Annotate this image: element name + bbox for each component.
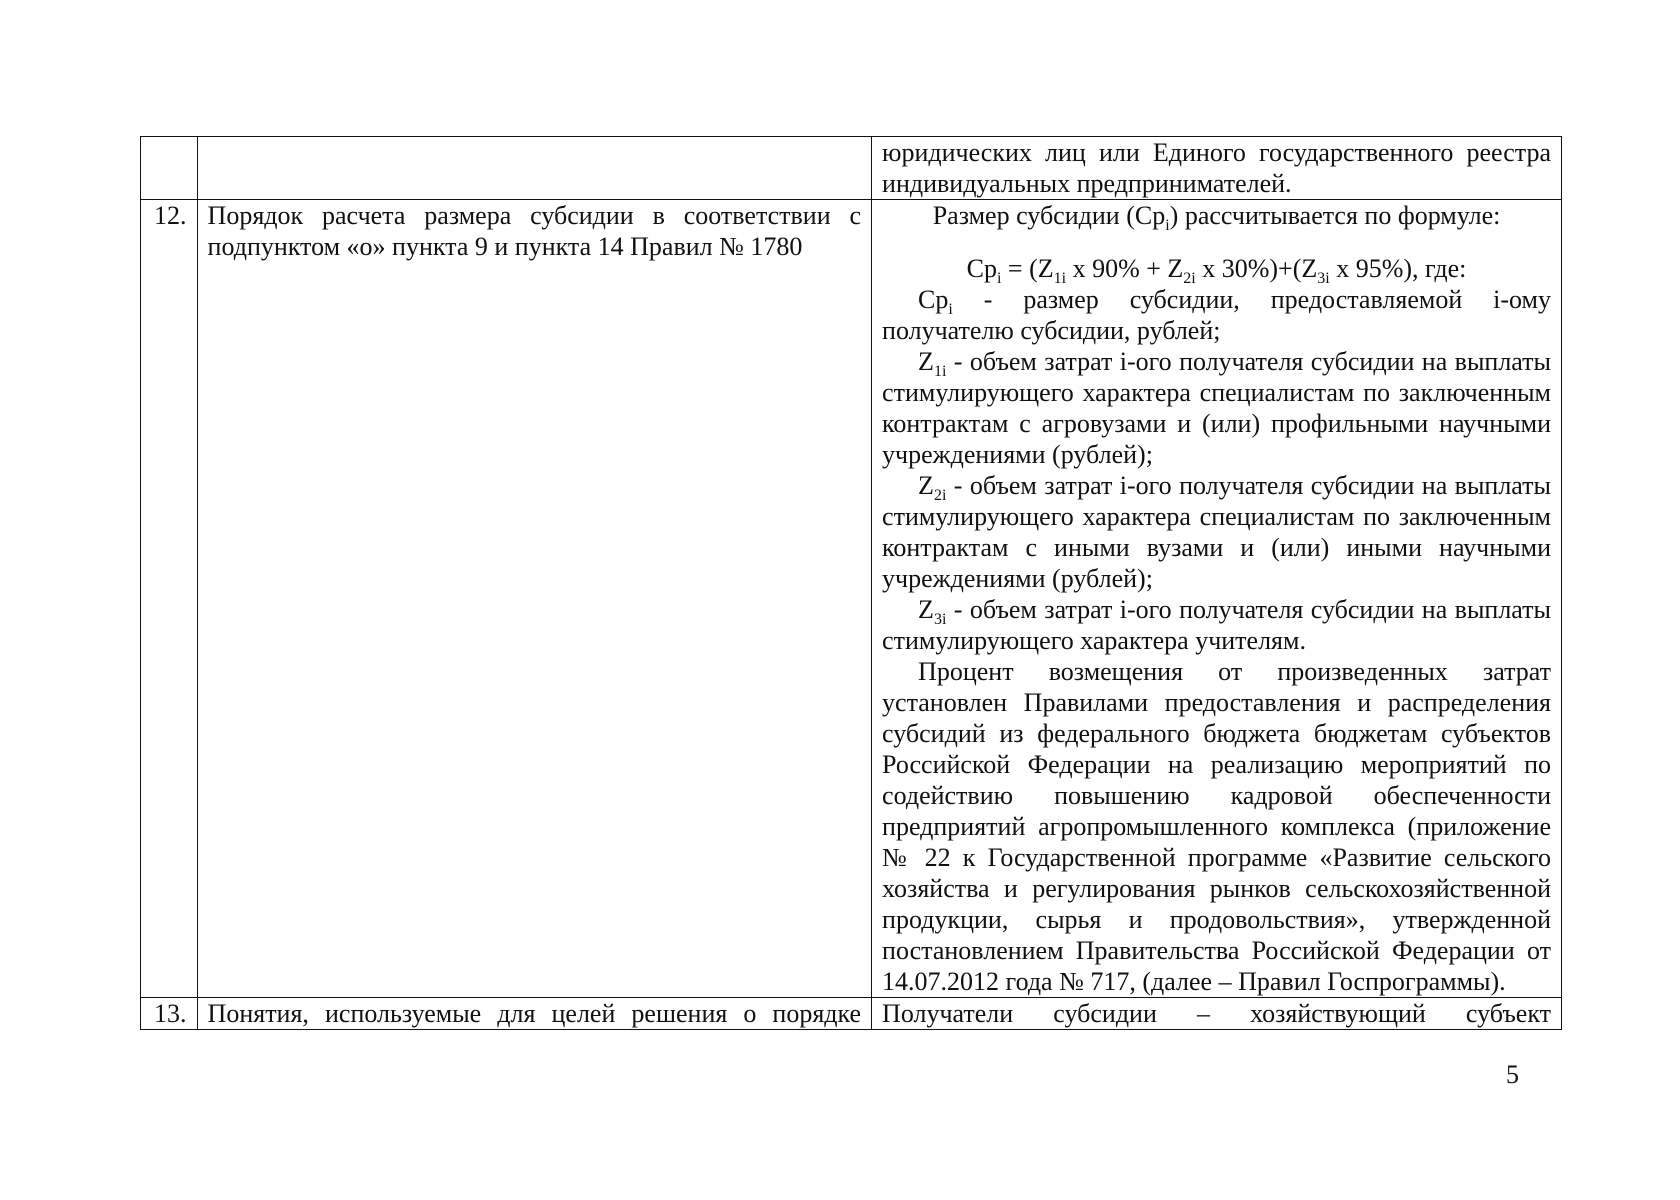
formula-intro: Размер субсидии $(Ср_i)$ рассчитывается по формуле: [932, 201, 1501, 235]
definition-z2: $Z_{2i}$ - объем затрат i-ого получателя субсидии на выплаты стимулирующего характера специалистам по заключенным контрактам с иными вузами и (или) иными научными учреждениями (рублей); [882, 471, 1551, 593]
definition-z1: $Z_{1i}$ - объем затрат i-ого получателя субсидии на выплаты стимулирующего характера специалистам по заключенным контрактам с агровузами и (или) профильными научными учреждениями (рублей); [882, 347, 1551, 469]
page-number: 5 [1506, 1060, 1519, 1089]
table-row [141, 200, 1562, 998]
row-number [141, 137, 198, 200]
table-row [141, 998, 1562, 1030]
definition-cp: $Ср_i$ - размер субсидии, предоставляемой i-ому получателю субсидии, рублей; [882, 285, 1551, 345]
table-row [141, 137, 1562, 200]
definition-z3: $Z_{3i}$ - объем затрат i-ого получателя субсидии на выплаты стимулирующего характера учителям. [882, 595, 1551, 655]
row-content: юридических лиц или Единого государственного реестра индивидуальных предпринимателей. [872, 137, 1562, 200]
row-number: 13. [141, 998, 198, 1030]
row-subject [197, 137, 872, 200]
row-content [872, 200, 1562, 998]
row-subject: Понятия, используемые для целей решения о порядке [197, 998, 872, 1030]
row-subject: Порядок расчета размера субсидии в соответствии с подпунктом «о» пункта 9 и пункта 14 Правил № 1780 [197, 200, 872, 998]
row-content: Получатели субсидии – хозяйствующий субъект [872, 998, 1562, 1030]
content-table [140, 136, 1562, 1030]
percent-paragraph: Процент возмещения от произведенных затрат установлен Правилами предоставления и распределения субсидий из федерального бюджета бюджетам субъектов Российской Федерации на реализацию мероприятий по содействию повышению кадровой обеспеченности предприятий агропромышленного комплекса (приложение № 22 к Государственной программе «Развитие сельского хозяйства и регулирования рынков сельскохозяйственной продукции, сырья и продовольствия», утвержденной постановлением Правительства Российской Федерации от 14.07.2012 года № 717, (далее – Правил Госпрограммы). [882, 657, 1551, 996]
row-number: 12. [141, 200, 198, 998]
formula: $Ср_i = (Z_{1i}$ х $90\% + Z_{2i}$ х $30\%)+(Z_{3i}$ х 95%), где: [966, 254, 1467, 288]
